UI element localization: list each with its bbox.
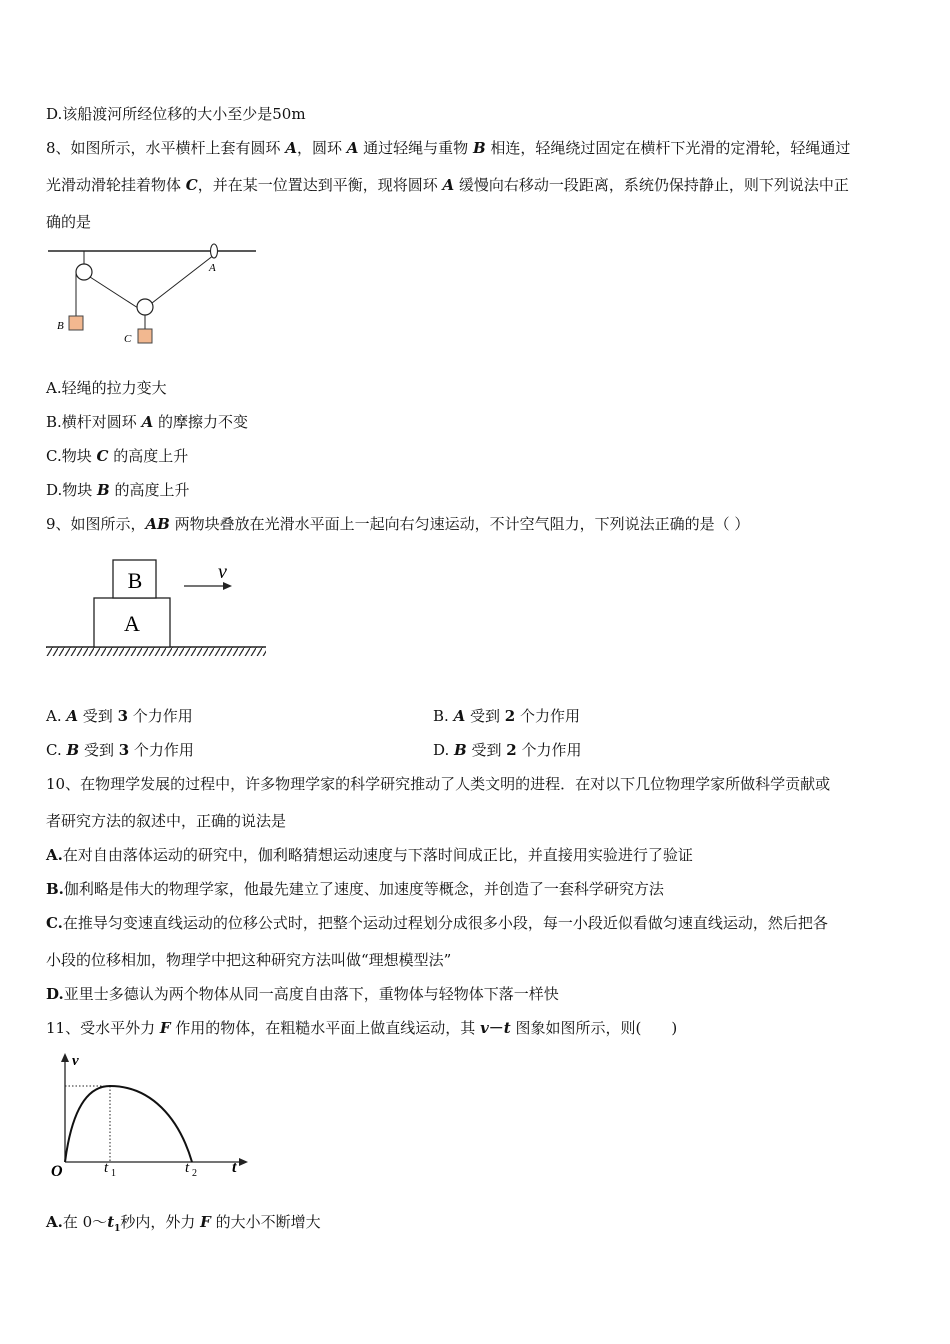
q11-label-t2-sub: 2 <box>192 1168 197 1179</box>
q9-option-c: C. B 受到 3 个力作用 <box>46 741 194 759</box>
q11-label-o: O <box>51 1163 63 1180</box>
q10-option-a: A.在对自由落体运动的研究中，伽利略猜想运动速度与下落时间成正比，并直接用实验进行了验证 <box>46 846 693 864</box>
q10-stem-line1: 10、在物理学发展的过程中，许多物理学家的科学研究推动了人类文明的进程．在对以下几位物理学家所做科学贡献或 <box>46 775 831 793</box>
q11-label-t: t <box>232 1159 237 1176</box>
q11-label-t1-sub: 1 <box>111 1168 116 1179</box>
q8-stem-line3: 确的是 <box>46 213 92 231</box>
q10-option-d: D.亚里士多德认为两个物体从同一高度自由落下，重物体与轻物体下落一样快 <box>46 985 559 1003</box>
q10-option-b: B.伽利略是伟大的物理学家，他最先建立了速度、加速度等概念，并创造了一套科学研究方法 <box>46 880 664 898</box>
q9-option-a: A. A 受到 3 个力作用 <box>46 707 193 725</box>
q8-option-d: D.物块 B 的高度上升 <box>46 481 190 499</box>
q8-pulley-figure <box>46 240 258 350</box>
q11-stem: 11、受水平外力 F 作用的物体，在粗糙水平面上做直线运动，其 v－t 图象如图所示，则( ) <box>46 1019 678 1037</box>
q9-label-b: B <box>127 568 143 593</box>
q11-label-v: v <box>72 1053 79 1069</box>
q8-label-c: C <box>124 333 132 345</box>
q8-stem-line1: 8、如图所示，水平横杆上套有圆环 A，圆环 A 通过轻绳与重物 B 相连，轻绳绕过固定在横杆下光滑的定滑轮，轻绳通过 <box>46 139 851 157</box>
q10-stem-line2: 者研究方法的叙述中，正确的说法是 <box>46 812 287 830</box>
q10-option-c-line2: 小段的位移相加，物理学中把这种研究方法叫做“理想模型法” <box>46 951 452 969</box>
q10-option-c-line1: C.在推导匀变速直线运动的位移公式时，把整个运动过程划分成很多小段，每一小段近似看做匀速直线运动，然后把各 <box>46 914 828 932</box>
q8-option-c: C.物块 C 的高度上升 <box>46 447 189 465</box>
q9-option-d: D. B 受到 2 个力作用 <box>433 741 582 759</box>
q8-option-b: B.横杆对圆环 A 的摩擦力不变 <box>46 413 248 431</box>
q11-label-t1: t <box>104 1160 109 1176</box>
q11-vt-graph <box>46 1048 252 1178</box>
q9-option-b: B. A 受到 2 个力作用 <box>433 707 580 725</box>
q11-option-a: A.在 $0\sim t_1$秒内，外力 F 的大小不断增大 <box>46 1213 321 1234</box>
q9-blocks-figure <box>46 558 268 660</box>
q9-stem: 9、如图所示，AB 两物块叠放在光滑水平面上一起向右匀速运动，不计空气阻力，下列说法正确的是（ ） <box>46 515 750 533</box>
q9-label-v: v <box>218 561 227 583</box>
q9-label-a: A <box>124 611 140 636</box>
q8-option-a: A.轻绳的拉力变大 <box>46 379 167 397</box>
q8-stem-line2: 光滑动滑轮挂着物体 C，并在某一位置达到平衡，现将圆环 A 缓慢向右移动一段距离，系统仍保持静止，则下列说法中正 <box>46 176 849 194</box>
q11-label-t2: t <box>185 1160 190 1176</box>
q8-label-a: A <box>209 262 216 274</box>
q8-label-b: B <box>57 320 64 332</box>
q7-option-d: D.该船渡河所经位移的大小至少是50m <box>46 105 306 123</box>
